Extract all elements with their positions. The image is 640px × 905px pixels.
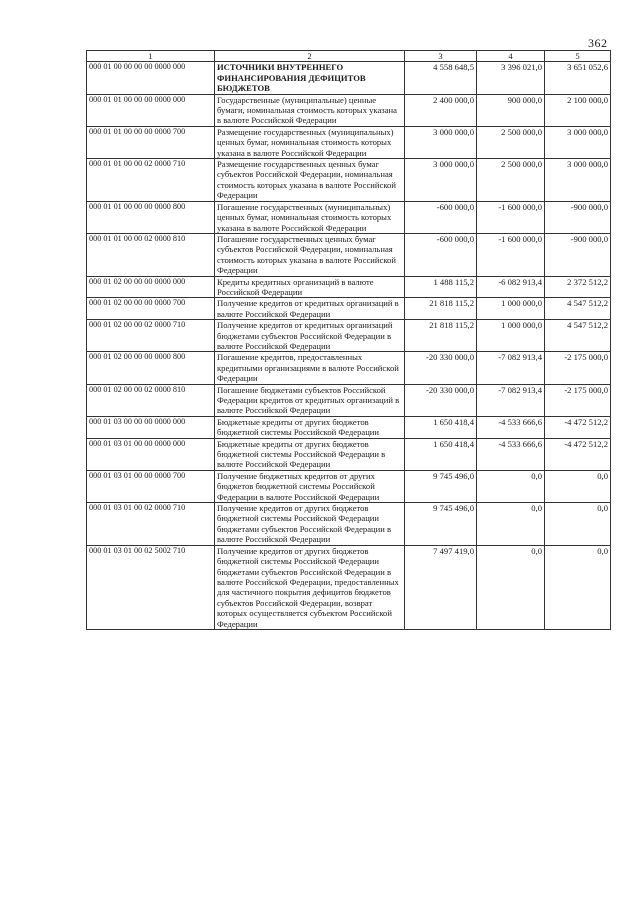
name-cell: Получение кредитов от других бюджетов бюджетной системы Российской Федерации бюджетами субъектов Российской Федерации в валюте Российской Федерации — [215, 503, 405, 546]
value-cell-4: 2 500 000,0 — [477, 126, 545, 158]
table-row — [87, 438, 611, 470]
table-row — [87, 352, 611, 384]
value-cell-5: 4 547 512,2 — [545, 298, 611, 320]
table-row — [87, 233, 611, 276]
value-cell-3: -20 330 000,0 — [405, 384, 477, 416]
value-cell-4: 0,0 — [477, 503, 545, 546]
table-row — [87, 201, 611, 233]
value-cell-3: 4 558 648,5 — [405, 62, 477, 94]
value-cell-4: -4 533 666,6 — [477, 416, 545, 438]
code-cell: 000 01 02 00 00 00 0000 700 — [87, 298, 215, 320]
value-cell-5: 2 372 512,2 — [545, 276, 611, 298]
value-cell-3: 21 818 115,2 — [405, 298, 477, 320]
name-cell: Погашение государственных ценных бумаг субъектов Российской Федерации, номинальная стоимость которых указана в валюте Российской Федерации — [215, 233, 405, 276]
value-cell-4: 900 000,0 — [477, 94, 545, 126]
code-cell: 000 01 02 00 00 00 0000 000 — [87, 276, 215, 298]
value-cell-5: 2 100 000,0 — [545, 94, 611, 126]
table-row — [87, 62, 611, 94]
name-cell: Кредиты кредитных организаций в валюте Российской Федерации — [215, 276, 405, 298]
table-row — [87, 126, 611, 158]
value-cell-3: 1 650 418,4 — [405, 416, 477, 438]
name-cell: Бюджетные кредиты от других бюджетов бюджетной системы Российской Федерации в валюте Российской Федерации — [215, 438, 405, 470]
table-row — [87, 545, 611, 629]
value-cell-5: 0,0 — [545, 503, 611, 546]
value-cell-4: 1 000 000,0 — [477, 320, 545, 352]
value-cell-5: 3 000 000,0 — [545, 126, 611, 158]
value-cell-3: -600 000,0 — [405, 201, 477, 233]
value-cell-3: 3 000 000,0 — [405, 126, 477, 158]
code-cell: 000 01 03 01 00 00 0000 700 — [87, 470, 215, 502]
value-cell-3: 9 745 496,0 — [405, 470, 477, 502]
value-cell-4: -7 082 913,4 — [477, 384, 545, 416]
name-cell: Размещение государственных (муниципальных) ценных бумаг, номинальная стоимость которых указана в валюте Российской Федерации — [215, 126, 405, 158]
code-cell: 000 01 01 00 00 00 0000 800 — [87, 201, 215, 233]
name-cell: Погашение кредитов, предоставленных кредитными организациями в валюте Российской Федерации — [215, 352, 405, 384]
table-row — [87, 470, 611, 502]
table-row — [87, 94, 611, 126]
value-cell-4: -7 082 913,4 — [477, 352, 545, 384]
name-cell: Государственные (муниципальные) ценные бумаги, номинальная стоимость которых указана в валюте Российской Федерации — [215, 94, 405, 126]
name-cell: Получение кредитов от кредитных организаций бюджетами субъектов Российской Федерации в валюте Российской Федерации — [215, 320, 405, 352]
value-cell-5: 4 547 512,2 — [545, 320, 611, 352]
value-cell-5: -4 472 512,2 — [545, 438, 611, 470]
value-cell-4: -1 600 000,0 — [477, 201, 545, 233]
value-cell-4: 1 000 000,0 — [477, 298, 545, 320]
value-cell-5: 0,0 — [545, 545, 611, 629]
value-cell-3: -600 000,0 — [405, 233, 477, 276]
code-cell: 000 01 02 00 00 02 0000 710 — [87, 320, 215, 352]
table-row — [87, 159, 611, 202]
value-cell-4: 0,0 — [477, 545, 545, 629]
table-row — [87, 276, 611, 298]
value-cell-5: -900 000,0 — [545, 233, 611, 276]
code-cell: 000 01 03 00 00 00 0000 000 — [87, 416, 215, 438]
column-header-3: 3 — [405, 51, 477, 62]
value-cell-4: -4 533 666,6 — [477, 438, 545, 470]
table-body — [87, 62, 611, 630]
value-cell-5: 3 651 052,6 — [545, 62, 611, 94]
code-cell: 000 01 01 00 00 00 0000 700 — [87, 126, 215, 158]
budget-financing-table — [86, 50, 611, 630]
value-cell-5: -900 000,0 — [545, 201, 611, 233]
value-cell-3: 1 488 115,2 — [405, 276, 477, 298]
value-cell-4: -6 082 913,4 — [477, 276, 545, 298]
table-row — [87, 503, 611, 546]
value-cell-5: -4 472 512,2 — [545, 416, 611, 438]
code-cell: 000 01 03 01 00 00 0000 000 — [87, 438, 215, 470]
name-cell: ИСТОЧНИКИ ВНУТРЕННЕГО ФИНАНСИРОВАНИЯ ДЕФИЦИТОВ БЮДЖЕТОВ — [215, 62, 405, 94]
value-cell-4: 0,0 — [477, 470, 545, 502]
table-header — [87, 51, 611, 62]
name-cell: Размещение государственных ценных бумаг субъектов Российской Федерации, номинальная стоимость которых указана в валюте Российской Федерации — [215, 159, 405, 202]
value-cell-3: 3 000 000,0 — [405, 159, 477, 202]
name-cell: Погашение бюджетами субъектов Российской Федерации кредитов от кредитных организаций в валюте Российской Федерации — [215, 384, 405, 416]
code-cell: 000 01 03 01 00 02 5002 710 — [87, 545, 215, 629]
code-cell: 000 01 02 00 00 02 0000 810 — [87, 384, 215, 416]
table-row — [87, 298, 611, 320]
column-header-2: 2 — [215, 51, 405, 62]
code-cell: 000 01 01 00 00 00 0000 000 — [87, 94, 215, 126]
table-row — [87, 384, 611, 416]
value-cell-5: 3 000 000,0 — [545, 159, 611, 202]
value-cell-3: 2 400 000,0 — [405, 94, 477, 126]
code-cell: 000 01 01 00 00 02 0000 810 — [87, 233, 215, 276]
code-cell: 000 01 03 01 00 02 0000 710 — [87, 503, 215, 546]
value-cell-4: -1 600 000,0 — [477, 233, 545, 276]
name-cell: Получение бюджетных кредитов от других бюджетов бюджетной системы Российской Федерации в валюте Российской Федерации — [215, 470, 405, 502]
value-cell-3: 7 497 419,0 — [405, 545, 477, 629]
name-cell: Получение кредитов от других бюджетов бюджетной системы Российской Федерации бюджетами субъектов Российской Федерации в валюте Российской Федерации, предоставленных для частичного покрытия дефицитов бюджетов субъектов Российской Федерации, возврат которых осуществляется субъектом Российской Федерации — [215, 545, 405, 629]
column-header-4: 4 — [477, 51, 545, 62]
value-cell-5: -2 175 000,0 — [545, 384, 611, 416]
code-cell: 000 01 02 00 00 00 0000 800 — [87, 352, 215, 384]
column-header-1: 1 — [87, 51, 215, 62]
table-row — [87, 320, 611, 352]
name-cell: Бюджетные кредиты от других бюджетов бюджетной системы Российской Федерации — [215, 416, 405, 438]
value-cell-3: 21 818 115,2 — [405, 320, 477, 352]
name-cell: Погашение государственных (муниципальных) ценных бумаг, номинальная стоимость которых указана в валюте Российской Федерации — [215, 201, 405, 233]
value-cell-5: 0,0 — [545, 470, 611, 502]
column-header-5: 5 — [545, 51, 611, 62]
value-cell-3: 1 650 418,4 — [405, 438, 477, 470]
value-cell-3: -20 330 000,0 — [405, 352, 477, 384]
value-cell-3: 9 745 496,0 — [405, 503, 477, 546]
header-row — [87, 51, 611, 62]
value-cell-4: 2 500 000,0 — [477, 159, 545, 202]
value-cell-4: 3 396 021,0 — [477, 62, 545, 94]
value-cell-5: -2 175 000,0 — [545, 352, 611, 384]
name-cell: Получение кредитов от кредитных организаций в валюте Российской Федерации — [215, 298, 405, 320]
code-cell: 000 01 01 00 00 02 0000 710 — [87, 159, 215, 202]
table-row — [87, 416, 611, 438]
page-number: 362 — [588, 36, 608, 50]
code-cell: 000 01 00 00 00 00 0000 000 — [87, 62, 215, 94]
